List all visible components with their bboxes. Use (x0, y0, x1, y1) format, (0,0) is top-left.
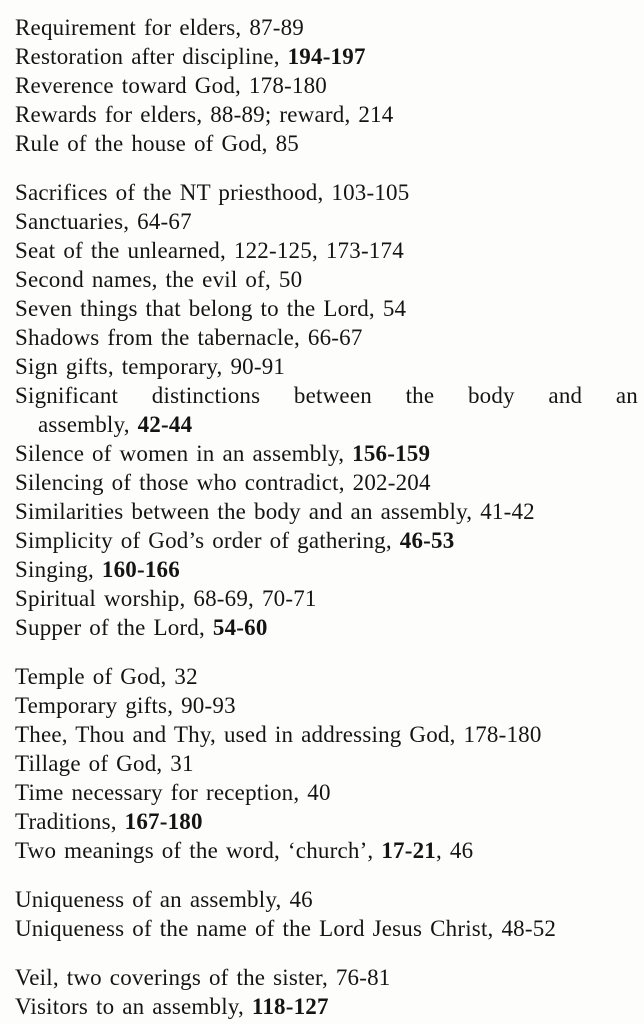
page-ref-bold: 194-197 (287, 44, 366, 69)
entry-text: , 46 (436, 838, 474, 863)
index-entry-line (15, 381, 638, 410)
index-section-V (15, 963, 638, 1021)
index-entry (15, 963, 638, 992)
index-entry (15, 836, 638, 865)
entry-text: Reverence toward God, 178-180 (15, 73, 327, 98)
entry-text: Sign gifts, temporary, 90-91 (15, 354, 286, 379)
entry-text: Tillage of God, 31 (15, 751, 194, 776)
index-entry (15, 439, 638, 468)
entry-text: Spiritual worship, 68-69, 70-71 (15, 586, 317, 611)
index-entry (15, 497, 638, 526)
page-ref-bold: 167-180 (124, 809, 203, 834)
index-entry (15, 71, 638, 100)
page-ref-bold: 54-60 (212, 615, 268, 640)
entry-text: Seat of the unlearned, 122-125, 173-174 (15, 238, 404, 263)
entry-text: Similarities between the body and an assembly, 41-42 (15, 499, 535, 524)
index-entry (15, 807, 638, 836)
index-entry (15, 323, 638, 352)
index-entry (15, 294, 638, 323)
index-entry (15, 885, 638, 914)
entry-text: Supper of the Lord, (15, 615, 213, 640)
index-section-T (15, 662, 638, 865)
entry-text: Significant distinctions between the body and an (15, 383, 638, 408)
entry-text: Seven things that belong to the Lord, 54 (15, 296, 407, 321)
index-entry (15, 468, 638, 497)
index-entry (15, 526, 638, 555)
index-entry (15, 992, 638, 1021)
page-ref-bold: 46-53 (399, 528, 455, 553)
index-entry (15, 914, 638, 943)
entry-text: Traditions, (15, 809, 125, 834)
entry-text: Thee, Thou and Thy, used in addressing God, 178-180 (15, 722, 542, 747)
entry-text: Veil, two coverings of the sister, 76-81 (15, 965, 391, 990)
entry-text: assembly, (38, 412, 138, 437)
entry-text: Second names, the evil of, 50 (15, 267, 303, 292)
index-entry-line (15, 410, 638, 439)
index-entry (15, 555, 638, 584)
index-entry (15, 749, 638, 778)
index-entry (15, 207, 638, 236)
entry-text: Temporary gifts, 90-93 (15, 693, 236, 718)
page-ref-bold: 42-44 (137, 412, 193, 437)
index-entry (15, 720, 638, 749)
index-entry (15, 584, 638, 613)
entry-text: Shadows from the tabernacle, 66-67 (15, 325, 363, 350)
entry-text: Rewards for elders, 88-89; reward, 214 (15, 102, 394, 127)
page-ref-bold: 156-159 (352, 441, 431, 466)
page-ref-bold: 17-21 (381, 838, 436, 863)
entry-text: Rule of the house of God, 85 (15, 131, 299, 156)
entry-text: Time necessary for reception, 40 (15, 780, 331, 805)
entry-text: Requirement for elders, 87-89 (15, 15, 304, 40)
entry-text: Silence of women in an assembly, (15, 441, 353, 466)
entry-text: Silencing of those who contradict, 202-204 (15, 470, 431, 495)
index-entry (15, 613, 638, 642)
index-entry (15, 129, 638, 158)
index-entry (15, 236, 638, 265)
entry-text: Simplicity of God’s order of gathering, (15, 528, 400, 553)
entry-text: Uniqueness of an assembly, 46 (15, 887, 313, 912)
index-entry (15, 691, 638, 720)
index-entry (15, 381, 638, 439)
entry-text: Restoration after discipline, (15, 44, 288, 69)
index-entry (15, 178, 638, 207)
index-entry (15, 352, 638, 381)
index-section-S (15, 178, 638, 642)
entry-text: Sanctuaries, 64-67 (15, 209, 192, 234)
entry-text: Visitors to an assembly, (15, 994, 252, 1019)
index-entry (15, 100, 638, 129)
index-entry (15, 265, 638, 294)
entry-text: Temple of God, 32 (15, 664, 198, 689)
entry-text: Two meanings of the word, ‘church’, (15, 838, 382, 863)
index-section-R (15, 13, 638, 158)
entry-text: Sacrifices of the NT priesthood, 103-105 (15, 180, 410, 205)
page-ref-bold: 160-166 (101, 557, 180, 582)
index-entry (15, 662, 638, 691)
entry-text: Uniqueness of the name of the Lord Jesus Christ, 48-52 (15, 916, 557, 941)
index-entry (15, 778, 638, 807)
index-section-U (15, 885, 638, 943)
page-ref-bold: 118-127 (251, 994, 329, 1019)
index-entry (15, 42, 638, 71)
index-entry (15, 13, 638, 42)
entry-text: Singing, (15, 557, 102, 582)
